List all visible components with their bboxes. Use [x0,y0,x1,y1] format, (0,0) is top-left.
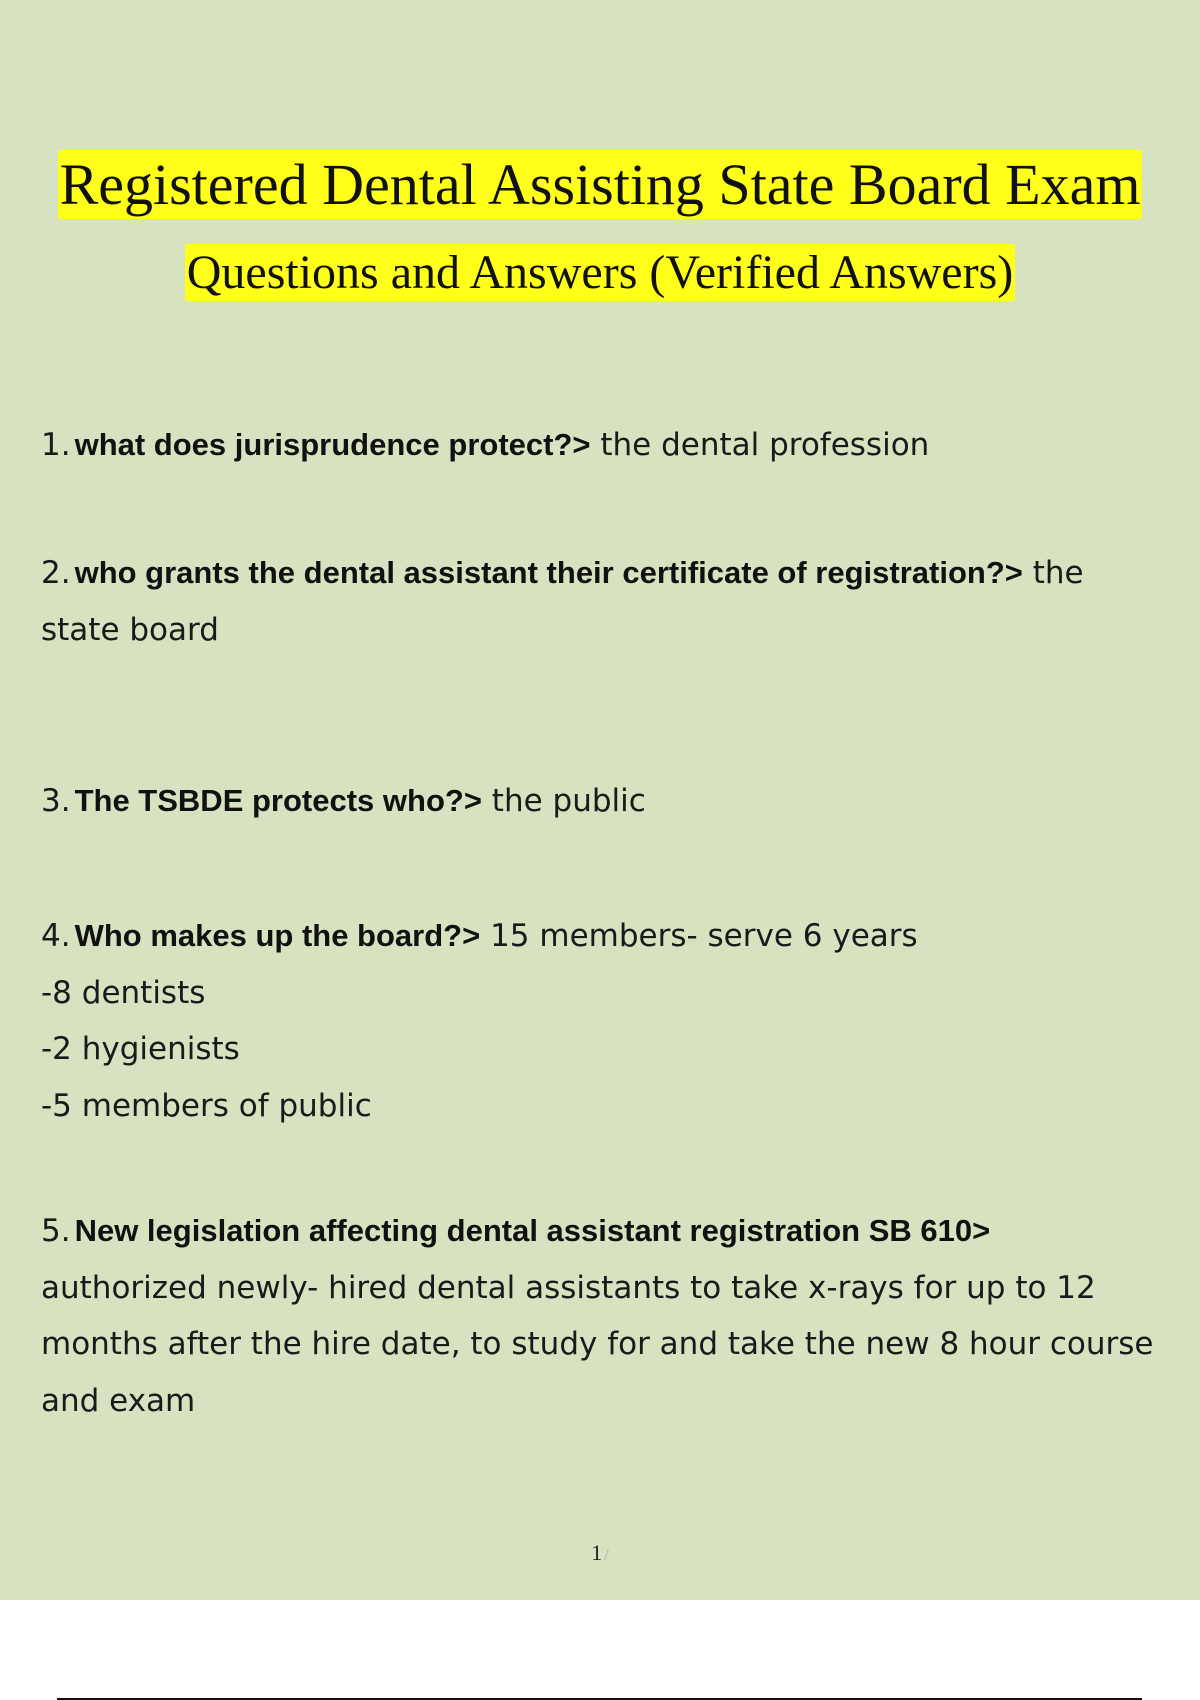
answer-text: authorized newly- hired dental assistants to take x-rays for up to 12 months after the hire date, to study for and take the new 8 hour course and exam [41,1269,1154,1419]
item-number: 2. [41,555,71,591]
qa-item-4-first-line [41,908,1161,965]
document-title [0,150,1200,220]
qa-item-5 [41,1203,1161,1429]
page-number [0,1540,1200,1566]
answer-text: 15 members- serve 6 years [480,918,918,954]
question-text: The TSBDE protects who?> [74,783,482,818]
answer-detail-line: -5 members of public [41,1087,372,1124]
item-number: 5. [41,1213,71,1249]
item-number: 4. [41,918,71,954]
qa-item-2 [41,545,1161,658]
answer-text: the dental profession [590,427,930,463]
item-number: 1. [41,427,71,463]
qa-item-5-question-line [41,1203,1161,1260]
page-number-value: 1 [591,1540,603,1565]
answer-detail-line: -8 dentists [41,974,206,1011]
document-title-line-2: Questions and Answers (Verified Answers) [186,246,1014,299]
question-text: who grants the dental assistant their certificate of registration?> [74,555,1023,590]
page-number-separator: / [604,1547,609,1564]
answer-text: the public [481,783,646,819]
item-number: 3. [41,783,71,819]
answer-detail-line: -2 hygienists [41,1031,240,1067]
question-text: what does jurisprudence protect?> [74,427,591,462]
answer-text: the state board [41,555,1084,648]
document-title-line-1: Registered Dental Assisting State Board Exam [59,152,1141,217]
question-text: Who makes up the board?> [74,918,481,953]
qa-item-4 [41,908,1161,1134]
document-subtitle [0,242,1200,304]
question-text: New legislation affecting dental assistant registration SB 610> [74,1213,991,1248]
qa-item-1 [41,417,1161,474]
qa-item-3 [41,773,1161,830]
